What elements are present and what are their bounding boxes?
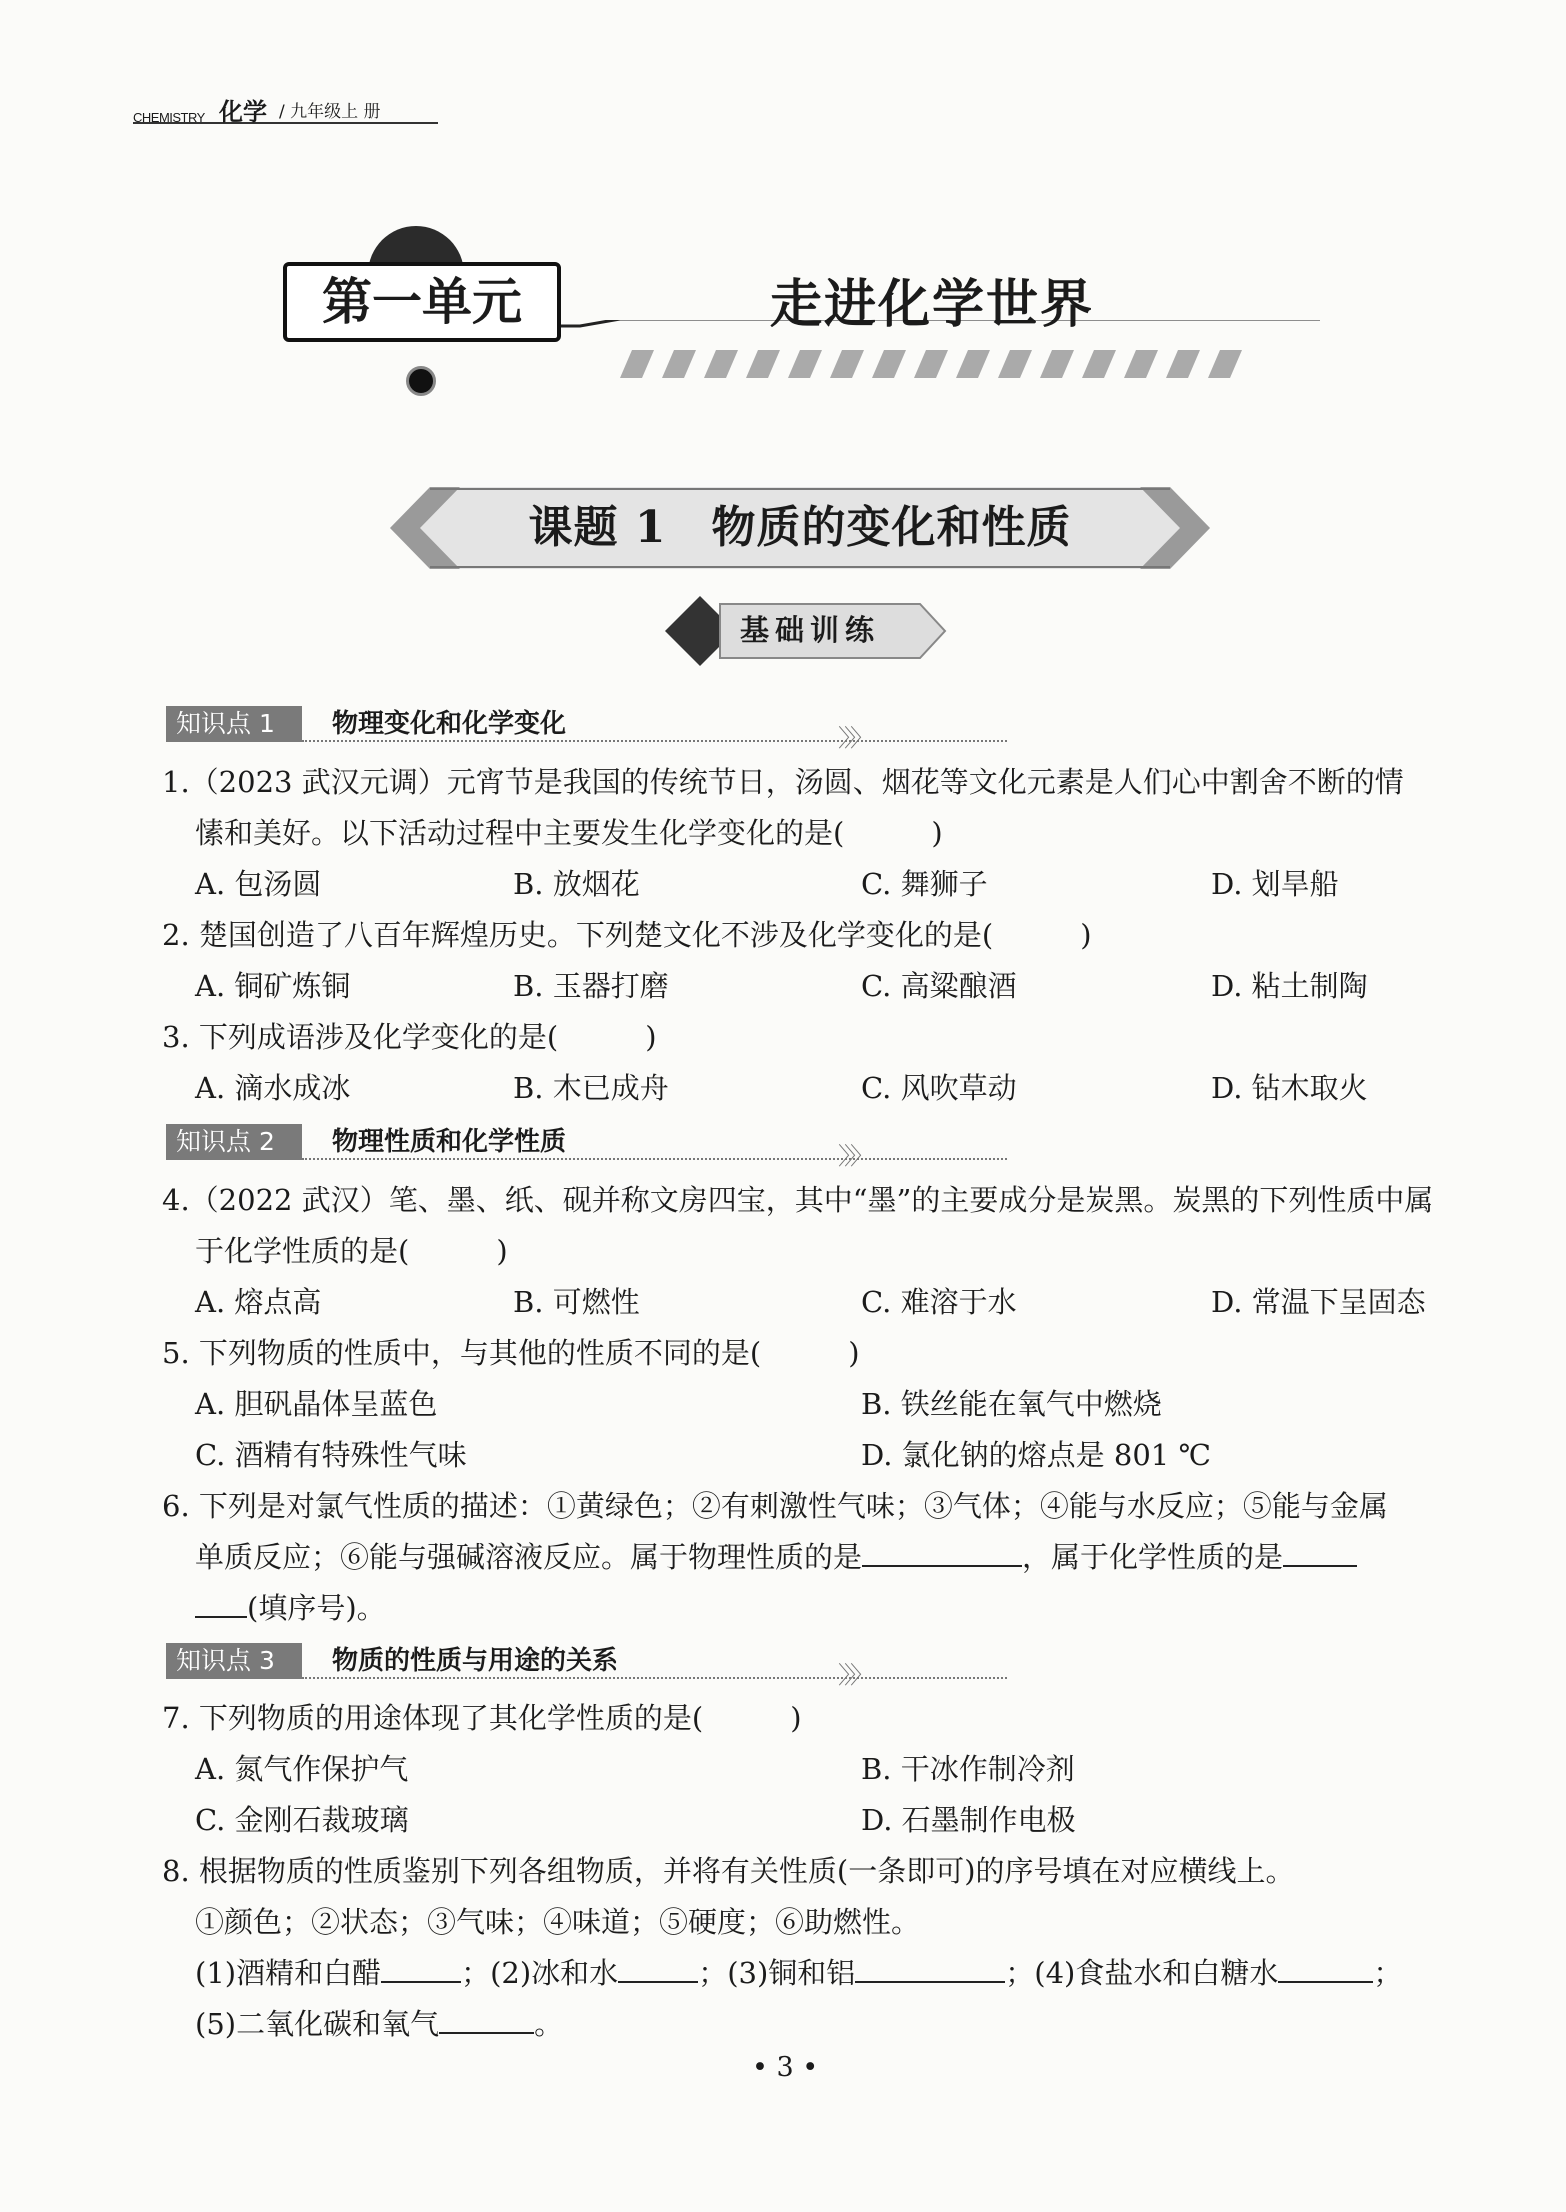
question-6-line2 [195,1539,1357,1575]
question-8-text: (1)酒精和白醋 [195,1956,382,1990]
option: D. 常温下呈固态 [1211,1285,1426,1319]
option: A. 铜矿炼铜 [195,969,351,1003]
option: A. 胆矾晶体呈蓝色 [195,1387,438,1421]
option: C. 高粱酿酒 [861,969,1017,1003]
question-8-text: (5)二氧化碳和氧气 [195,2007,440,2041]
header-english: CHEMISTRY [133,110,205,125]
option: D. 钻木取火 [1211,1071,1368,1105]
option: A. 氮气作保护气 [195,1752,409,1786]
option: C. 舞狮子 [861,867,988,901]
knowledge-point-1 [166,706,1016,752]
unit-label: 第一单元 [283,262,561,342]
chevron-icon: 〉〉〉 [838,1142,868,1170]
question-6-text: (填序号)。 [247,1591,386,1625]
question-2-line1: 2. 楚国创造了八百年辉煌历史。下列楚文化不涉及化学变化的是( ) [162,918,1092,952]
question-7-line1: 7. 下列物质的用途体现了其化学性质的是( ) [162,1701,802,1735]
option: B. 玉器打磨 [513,969,669,1003]
answer-blank[interactable] [439,2006,534,2034]
option: D. 氯化钠的熔点是 801 ℃ [861,1438,1211,1472]
option: C. 酒精有特殊性气味 [195,1438,467,1472]
option: C. 难溶于水 [861,1285,1017,1319]
knowledge-title: 物理性质和化学性质 [332,1127,567,1157]
knowledge-point-3 [166,1643,1016,1689]
unit-title: 走进化学世界 [770,275,1095,335]
chevron-icon: 〉〉〉 [838,1661,868,1689]
answer-blank[interactable] [855,1955,1005,1983]
answer-blank[interactable] [381,1955,461,1983]
option: D. 粘土制陶 [1211,969,1368,1003]
option: A. 滴水成冰 [195,1071,351,1105]
question-8-text: 。 [534,2007,564,2041]
section-badge: 基础训练 [740,613,881,647]
page-number: • 3 • [752,2052,819,2083]
question-6-line1: 6. 下列是对氯气性质的描述：①黄绿色；②有刺激性气味；③气体；④能与水反应；⑤能与金属 [162,1489,1388,1523]
option: A. 包汤圆 [195,867,322,901]
chevron-icon: 〉〉〉 [838,724,868,752]
option: A. 熔点高 [195,1285,322,1319]
knowledge-tag: 知识点 3 [166,1643,302,1679]
option: B. 铁丝能在氧气中燃烧 [861,1387,1162,1421]
answer-blank[interactable] [1278,1955,1373,1983]
question-8-text: ； [1373,1956,1403,1990]
question-6-line3 [195,1590,386,1626]
question-8-text: ；(4)食盐水和白糖水 [1005,1956,1279,1990]
option: B. 木已成舟 [513,1071,669,1105]
knowledge-tag: 知识点 1 [166,706,302,742]
question-1-line2: 愫和美好。以下活动过程中主要发生化学变化的是( ) [195,816,943,850]
question-8-line1: 8. 根据物质的性质鉴别下列各组物质，并将有关性质(一条即可)的序号填在对应横线上。 [162,1854,1295,1888]
answer-blank[interactable] [195,1590,247,1618]
question-6-text: ，属于化学性质的是 [1022,1540,1284,1574]
option: D. 石墨制作电极 [861,1803,1076,1837]
knowledge-point-2 [166,1124,1016,1170]
question-8-line2: ①颜色；②状态；③气味；④味道；⑤硬度；⑥助燃性。 [195,1905,921,1939]
question-8-line3 [195,1955,1402,1991]
header-grade: / 九年级上 册 [279,102,381,122]
question-8-line4 [195,2006,563,2042]
option: B. 干冰作制冷剂 [861,1752,1075,1786]
question-8-text: ；(2)冰和水 [461,1956,619,1990]
running-header [133,92,438,124]
question-6-text: 单质反应；⑥能与强碱溶液反应。属于物理性质的是 [195,1540,863,1574]
option: C. 风吹草动 [861,1071,1017,1105]
question-4-line1: 4.（2022 武汉）笔、墨、纸、砚并称文房四宝，其中“墨”的主要成分是炭黑。炭黑的下列性质中属 [162,1183,1434,1217]
question-3-line1: 3. 下列成语涉及化学变化的是( ) [162,1020,657,1054]
knowledge-title: 物质的性质与用途的关系 [332,1646,619,1676]
knowledge-tag: 知识点 2 [166,1124,302,1160]
knowledge-title: 物理变化和化学变化 [332,709,567,739]
question-5-line1: 5. 下列物质的性质中，与其他的性质不同的是( ) [162,1336,860,1370]
question-1-line1: 1.（2023 武汉元调）元宵节是我国的传统节日，汤圆、烟花等文化元素是人们心中割舍不断的情 [162,765,1404,799]
question-8-text: ；(3)铜和铝 [698,1956,856,1990]
lesson-title: 课题 1 物质的变化和性质 [528,502,1072,553]
answer-blank[interactable] [618,1955,698,1983]
answer-blank[interactable] [1283,1539,1357,1567]
option: C. 金刚石裁玻璃 [195,1803,409,1837]
question-4-line2: 于化学性质的是( ) [195,1234,508,1268]
option: D. 划旱船 [1211,867,1339,901]
option: B. 可燃性 [513,1285,640,1319]
answer-blank[interactable] [862,1539,1022,1567]
unit-dot-decoration [406,366,436,396]
option: B. 放烟花 [513,867,640,901]
header-subject: 化学 [219,98,267,126]
